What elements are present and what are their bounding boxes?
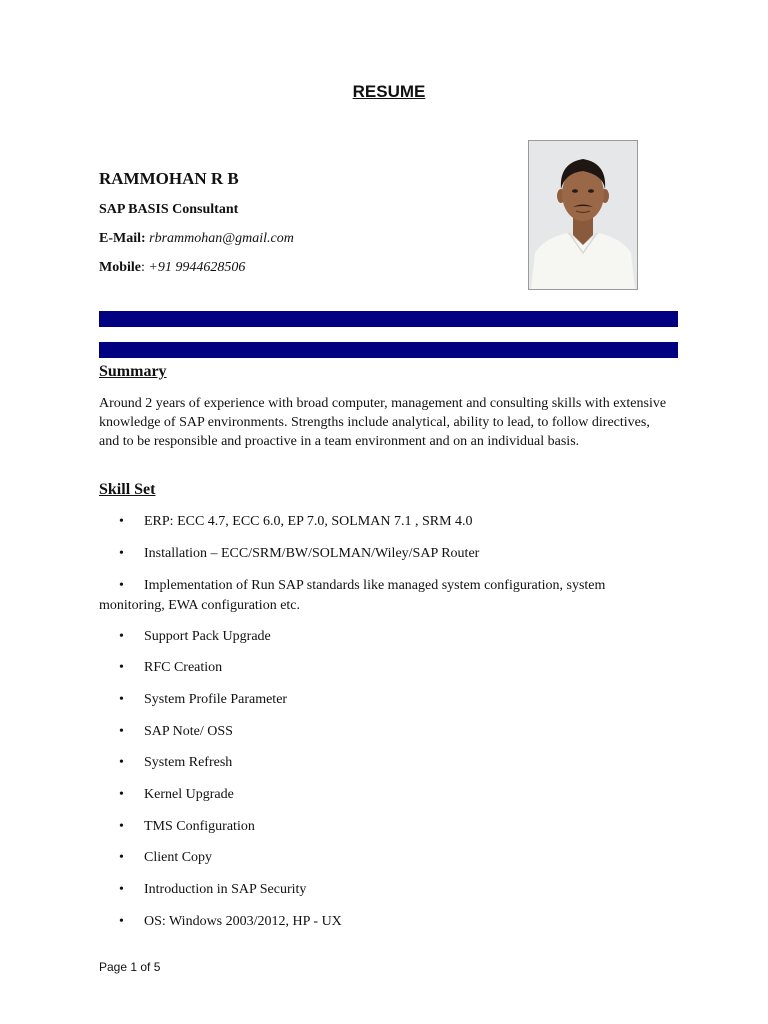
skill-item bbox=[99, 817, 669, 837]
candidate-name: RAMMOHAN R B bbox=[99, 169, 239, 188]
bullet-icon: • bbox=[119, 787, 124, 802]
mobile-line bbox=[99, 260, 245, 276]
skill-item bbox=[99, 627, 669, 647]
skill-item bbox=[99, 753, 669, 773]
page-number: Page 1 of 5 bbox=[99, 960, 161, 974]
skill-item bbox=[99, 722, 669, 742]
skill-item-text: Implementation of Run SAP standards like managed system configuration, system monitoring, EWA configuration etc. bbox=[99, 578, 606, 613]
bullet-icon: • bbox=[119, 724, 124, 739]
mobile-separator: : bbox=[141, 260, 145, 275]
bullet-icon: • bbox=[119, 882, 124, 897]
skill-item bbox=[99, 880, 669, 900]
bullet-icon: • bbox=[119, 755, 124, 770]
skill-item bbox=[99, 658, 669, 678]
bullet-icon: • bbox=[119, 546, 124, 561]
skill-item bbox=[99, 848, 669, 868]
candidate-role: SAP BASIS Consultant bbox=[99, 202, 239, 217]
bullet-icon: • bbox=[119, 660, 124, 675]
profile-photo bbox=[528, 140, 638, 290]
mobile-value: +91 9944628506 bbox=[148, 260, 246, 275]
skill-item bbox=[99, 512, 669, 532]
skill-item bbox=[99, 544, 669, 564]
skill-item-text: Introduction in SAP Security bbox=[144, 882, 307, 897]
skill-item-text: RFC Creation bbox=[144, 660, 223, 675]
skill-item-text: Kernel Upgrade bbox=[144, 787, 234, 802]
skill-item-text: TMS Configuration bbox=[144, 819, 255, 834]
skill-item-text: Installation – ECC/SRM/BW/SOLMAN/Wiley/SAP Router bbox=[144, 546, 480, 561]
skill-item-text: SAP Note/ OSS bbox=[144, 724, 233, 739]
bullet-icon: • bbox=[119, 819, 124, 834]
bullet-icon: • bbox=[119, 692, 124, 707]
skill-item bbox=[99, 576, 669, 616]
email-label: E-Mail: bbox=[99, 231, 146, 246]
bullet-icon: • bbox=[119, 850, 124, 865]
header-divider-band-1 bbox=[99, 311, 678, 327]
email-value[interactable]: rbrammohan@gmail.com bbox=[149, 231, 294, 246]
bullet-icon: • bbox=[119, 914, 124, 929]
skill-item bbox=[99, 690, 669, 710]
document-title: RESUME bbox=[352, 82, 426, 101]
skill-set-heading: Skill Set bbox=[99, 481, 156, 498]
skill-item-text: Support Pack Upgrade bbox=[144, 629, 271, 644]
skill-item bbox=[99, 912, 669, 932]
skill-item-text: System Refresh bbox=[144, 755, 233, 770]
skill-item-text: OS: Windows 2003/2012, HP - UX bbox=[144, 914, 342, 929]
skill-item-text: ERP: ECC 4.7, ECC 6.0, EP 7.0, SOLMAN 7.1 , SRM 4.0 bbox=[144, 514, 473, 529]
bullet-icon: • bbox=[119, 514, 124, 529]
bullet-icon: • bbox=[119, 629, 124, 644]
bullet-icon: • bbox=[119, 578, 124, 593]
skill-item-text: System Profile Parameter bbox=[144, 692, 288, 707]
header-divider-band-2 bbox=[99, 342, 678, 358]
summary-heading: Summary bbox=[99, 363, 167, 380]
skill-item bbox=[99, 785, 669, 805]
email-line bbox=[99, 231, 294, 247]
skill-item-text: Client Copy bbox=[144, 850, 213, 865]
summary-text: Around 2 years of experience with broad computer, management and consulting skills with extensive knowledge of SAP environments. Strengths include analytical, ability to lead, to follow directives, and to be responsible and proactive in a team environment and on an individual basis. bbox=[99, 396, 667, 449]
mobile-label: Mobile bbox=[99, 260, 141, 275]
